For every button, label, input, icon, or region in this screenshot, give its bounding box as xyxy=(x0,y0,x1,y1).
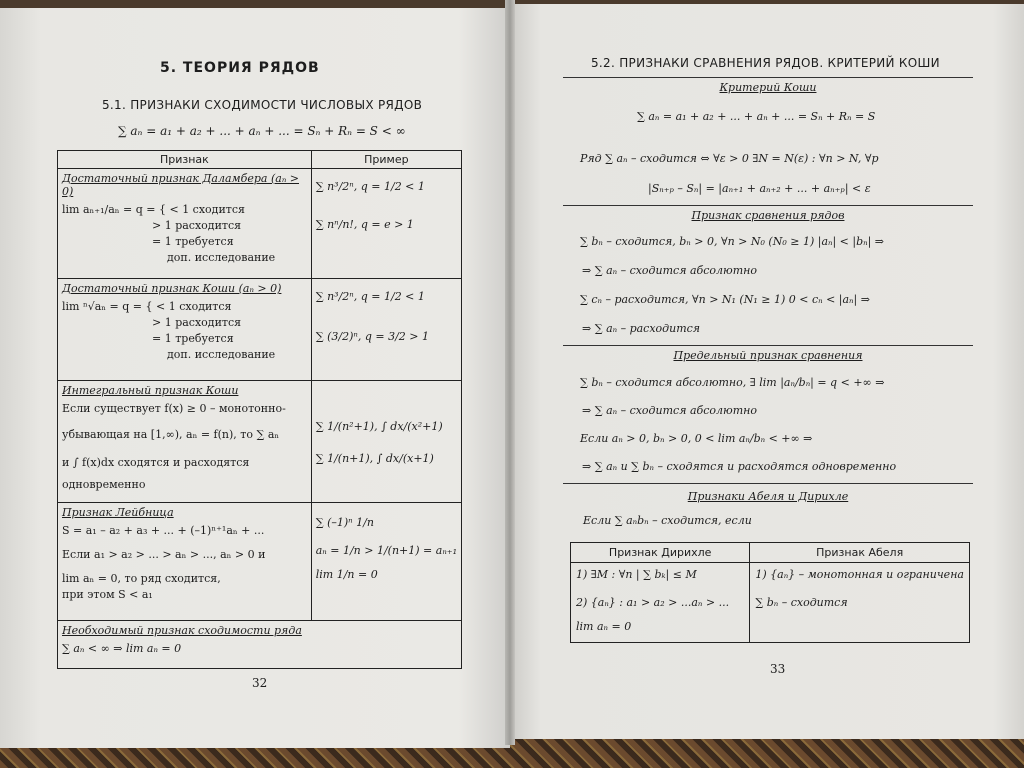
abel-line: 1) {aₙ} – монотонная и ограничена xyxy=(755,568,964,581)
comparison-line: ∑ bₙ – сходится, bₙ > 0, ∀n > N₀ (N₀ ≥ 1) |aₙ| < |bₙ| ⇒ xyxy=(580,235,885,248)
cauchy-formula: ∑ aₙ = a₁ + a₂ + ... + aₙ + ... = Sₙ + Rₙ = S xyxy=(637,110,876,123)
criterion-line: Если существует f(x) ≥ 0 – монотонно- xyxy=(62,402,286,415)
criterion-line: = 1 требуется xyxy=(152,235,234,248)
limit-comparison-line: Если aₙ > 0, bₙ > 0, 0 < lim aₙ/bₙ < +∞ ⇒ xyxy=(580,432,813,445)
criterion-line: lim aₙ₊₁/aₙ = q = { < 1 сходится xyxy=(62,203,245,216)
criterion-name: Интегральный признак Коши xyxy=(62,384,239,397)
table-header-row xyxy=(571,543,970,563)
criterion-name: Достаточный признак Коши (aₙ > 0) xyxy=(62,282,282,295)
example-line: lim 1/n = 0 xyxy=(315,568,378,581)
divider xyxy=(563,205,973,206)
table-header: Пример xyxy=(311,151,461,169)
criterion-name: Признак Лейбница xyxy=(62,506,174,519)
limit-comparison-line: ∑ bₙ – сходится абсолютно, ∃ lim |aₙ/bₙ| = q < +∞ ⇒ xyxy=(580,376,885,389)
comparison-line: ⇒ ∑ aₙ – сходится абсолютно xyxy=(582,264,758,277)
table-row xyxy=(58,381,462,503)
criterion-line: и ∫ f(x)dx сходятся и расходятся xyxy=(62,456,250,469)
criterion-line: убывающая на [1,∞), aₙ = f(n), то ∑ aₙ xyxy=(62,428,280,441)
criterion-line: lim ⁿ√aₙ = q = { < 1 сходится xyxy=(62,300,232,313)
criterion-line: одновременно xyxy=(62,478,146,491)
example-line: ∑ nⁿ/n!, q = e > 1 xyxy=(315,218,414,231)
comparison-title: Признак сравнения рядов xyxy=(691,209,845,222)
criterion-name: Необходимый признак сходимости ряда xyxy=(62,624,302,637)
example-line: ∑ (–1)ⁿ 1/n xyxy=(315,516,374,529)
section-title-right: 5.2. ПРИЗНАКИ СРАВНЕНИЯ РЯДОВ. КРИТЕРИЙ КОШИ xyxy=(591,56,940,70)
criterion-line: Если a₁ > a₂ > ... > aₙ > ..., aₙ > 0 и xyxy=(62,548,266,561)
criterion-line: доп. исследование xyxy=(167,348,276,361)
page-number-left: 32 xyxy=(252,676,268,690)
criterion-name: Достаточный признак Даламбера (aₙ > 0) xyxy=(62,172,299,198)
limit-comparison-line: ⇒ ∑ aₙ и ∑ bₙ – сходятся и расходятся одновременно xyxy=(582,460,897,473)
criterion-line: при этом S < a₁ xyxy=(62,588,153,601)
table-row xyxy=(58,279,462,381)
example-line: ∑ n³/2ⁿ, q = 1/2 < 1 xyxy=(315,180,425,193)
series-formula: ∑ aₙ = a₁ + a₂ + ... + aₙ + ... = Sₙ + Rₙ = S < ∞ xyxy=(118,124,406,138)
limit-comparison-title: Предельный признак сравнения xyxy=(673,349,863,362)
criterion-line: = 1 требуется xyxy=(152,332,234,345)
page-number-right: 33 xyxy=(770,662,786,676)
comparison-line: ⇒ ∑ aₙ – расходится xyxy=(582,322,701,335)
cauchy-inequality: |Sₙ₊ₚ – Sₙ| = |aₙ₊₁ + aₙ₊₂ + ... + aₙ₊ₚ| < ε xyxy=(648,182,871,195)
table-header: Признак Дирихле xyxy=(571,543,750,563)
table-header-row xyxy=(58,151,462,169)
abel-line: ∑ bₙ – сходится xyxy=(755,596,848,609)
example-line: ∑ 1/(n²+1), ∫ dx/(x²+1) xyxy=(315,420,443,433)
cauchy-condition: Ряд ∑ aₙ – сходится ⇔ ∀ε > 0 ∃N = N(ε) : ∀n > N, ∀p xyxy=(580,152,879,165)
dirichlet-line: lim aₙ = 0 xyxy=(576,620,632,633)
example-line: aₙ = 1/n > 1/(n+1) = aₙ₊₁ xyxy=(315,544,457,557)
table-header: Признак Абеля xyxy=(750,543,970,563)
criterion-line: S = a₁ – a₂ + a₃ + ... + (–1)ⁿ⁺¹aₙ + ... xyxy=(62,524,265,537)
table-row xyxy=(571,563,970,643)
divider xyxy=(563,77,973,78)
criteria-table xyxy=(57,150,462,669)
table-row xyxy=(58,169,462,279)
criterion-line: доп. исследование xyxy=(167,251,276,264)
table-row xyxy=(58,621,462,669)
dirichlet-line: 2) {aₙ} : a₁ > a₂ > ...aₙ > ... xyxy=(576,596,730,609)
chapter-title: 5. ТЕОРИЯ РЯДОВ xyxy=(160,60,320,76)
table-row xyxy=(58,503,462,621)
example-line: ∑ 1/(n+1), ∫ dx/(x+1) xyxy=(315,452,434,465)
table-header: Признак xyxy=(58,151,312,169)
abel-dirichlet-table xyxy=(570,542,970,643)
dirichlet-line: 1) ∃M : ∀n | ∑ bₖ| ≤ M xyxy=(576,568,697,581)
example-line: ∑ n³/2ⁿ, q = 1/2 < 1 xyxy=(315,290,425,303)
section-title-left: 5.1. ПРИЗНАКИ СХОДИМОСТИ ЧИСЛОВЫХ РЯДОВ xyxy=(102,98,423,112)
criterion-line: > 1 расходится xyxy=(152,219,242,232)
criterion-line: lim aₙ = 0, то ряд сходится, xyxy=(62,572,221,585)
comparison-line: ∑ cₙ – расходится, ∀n > N₁ (N₁ ≥ 1) 0 < cₙ < |aₙ| ⇒ xyxy=(580,293,870,306)
abel-dirichlet-intro: Если ∑ aₙbₙ – сходится, если xyxy=(583,514,752,527)
abel-dirichlet-title: Признаки Абеля и Дирихле xyxy=(687,490,849,503)
example-line: ∑ (3/2)ⁿ, q = 3/2 > 1 xyxy=(315,330,429,343)
cauchy-title: Критерий Коши xyxy=(719,81,817,94)
limit-comparison-line: ⇒ ∑ aₙ – сходится абсолютно xyxy=(582,404,758,417)
book-gutter xyxy=(505,0,515,745)
criterion-line: ∑ aₙ < ∞ ⇒ lim aₙ = 0 xyxy=(62,642,182,655)
divider xyxy=(563,483,973,484)
divider xyxy=(563,345,973,346)
criterion-line: > 1 расходится xyxy=(152,316,242,329)
